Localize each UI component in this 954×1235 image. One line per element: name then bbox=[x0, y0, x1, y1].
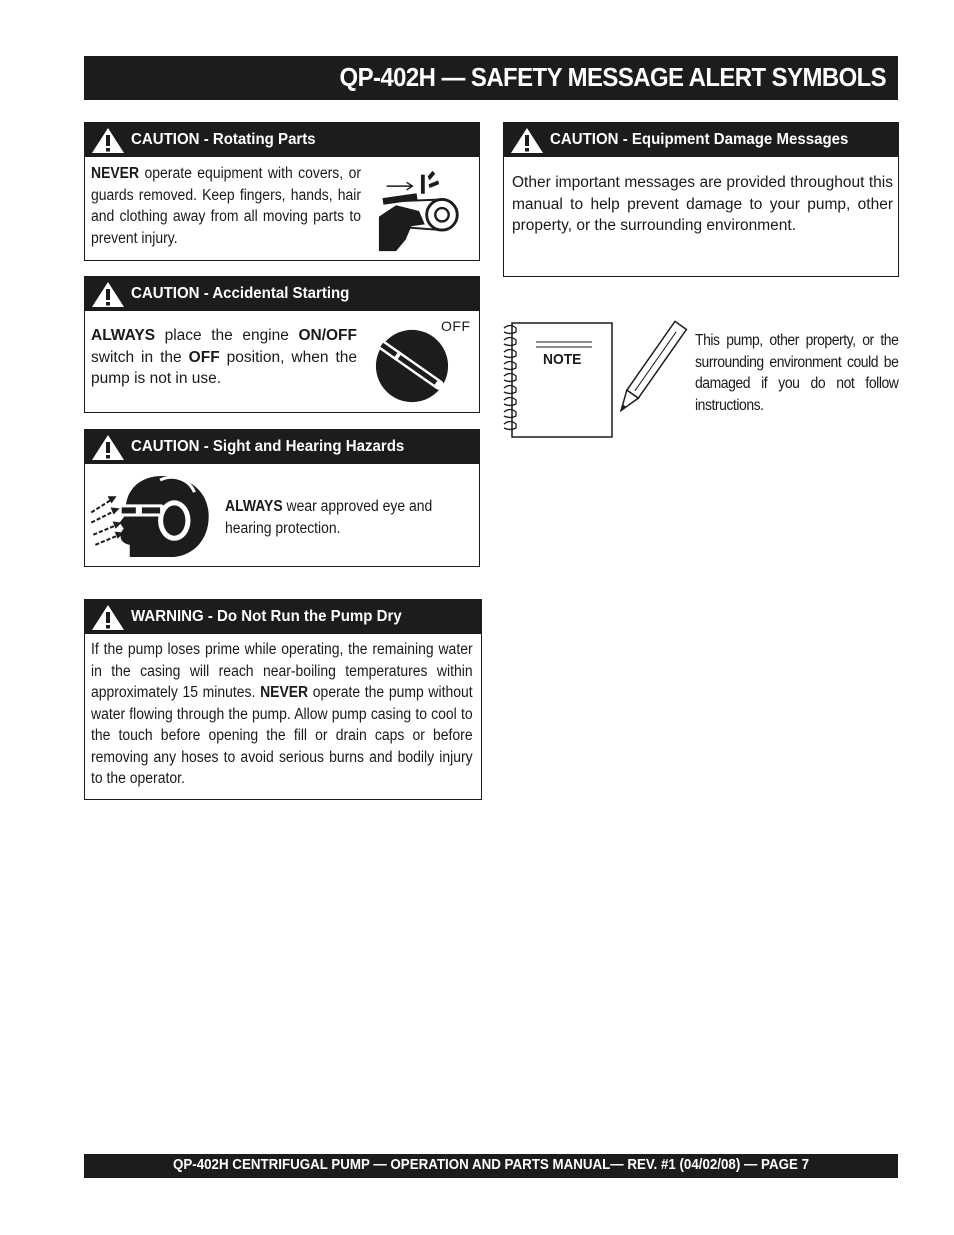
warning-pump-dry-box bbox=[84, 599, 482, 800]
page-title: QP-402H — SAFETY MESSAGE ALERT SYMBOLS bbox=[339, 62, 886, 92]
caution-equipment-damage-box bbox=[503, 122, 899, 277]
box-header bbox=[85, 123, 479, 157]
caution-sight-hearing-box bbox=[84, 429, 480, 567]
eye-ear-protection-icon bbox=[89, 474, 211, 560]
warning-triangle-icon bbox=[91, 434, 125, 461]
box-body-text bbox=[225, 496, 468, 539]
box-body-text bbox=[91, 163, 361, 249]
caution-rotating-parts-box bbox=[84, 122, 480, 261]
ignition-switch-off-icon bbox=[373, 327, 451, 405]
body-text: position, when the pump is not in use. bbox=[91, 348, 357, 387]
emphasis-always: ALWAYS bbox=[225, 498, 283, 515]
emphasis-always: ALWAYS bbox=[91, 327, 156, 344]
box-body-text bbox=[91, 639, 473, 790]
equipment-damage-text: Other important messages are provided throughout this manual to help prevent damage to your pump, other property, or the surrounding environment. bbox=[512, 174, 893, 234]
box-header bbox=[85, 430, 479, 464]
body-text: If the pump loses prime while operating, the remaining water in the casing will reach near-boiling temperatures within approximately 15 minutes. bbox=[91, 641, 473, 701]
warning-triangle-icon bbox=[91, 604, 125, 631]
note-notebook-icon bbox=[500, 316, 690, 441]
rotating-parts-text: operate equipment with covers, or guards removed. Keep fingers, hands, hair and clothing away from all moving parts to prevent injury. bbox=[91, 165, 361, 247]
box-header bbox=[85, 277, 479, 311]
footer-text: QP-402H CENTRIFUGAL PUMP — OPERATION AND PARTS MANUAL— REV. #1 (04/02/08) — PAGE 7 bbox=[172, 1157, 810, 1173]
page-footer bbox=[84, 1154, 898, 1178]
box-header-text: CAUTION - Rotating Parts bbox=[131, 131, 316, 148]
warning-triangle-icon bbox=[91, 127, 125, 154]
page-title-bar bbox=[84, 56, 898, 100]
sight-hearing-text: wear approved eye and hearing protection. bbox=[225, 498, 433, 537]
rotating-parts-hazard-icon bbox=[377, 165, 463, 255]
box-header-text: CAUTION - Accidental Starting bbox=[131, 285, 350, 302]
warning-triangle-icon bbox=[510, 127, 544, 154]
box-header bbox=[85, 600, 481, 634]
switch-off-label: OFF bbox=[441, 318, 471, 334]
emphasis-never: NEVER bbox=[91, 165, 140, 182]
emphasis-off: OFF bbox=[188, 348, 220, 366]
emphasis-on-off: ON/OFF bbox=[298, 327, 357, 344]
box-body-text bbox=[91, 325, 357, 390]
note-label: NOTE bbox=[543, 351, 582, 368]
note-text: This pump, other property, or the surrounding environment could be damaged if you do not follow instructions. bbox=[695, 332, 899, 414]
body-text: switch in the bbox=[91, 348, 189, 366]
box-header-text: CAUTION - Equipment Damage Messages bbox=[550, 131, 849, 148]
body-text: place the engine bbox=[155, 327, 299, 344]
body-text: operate the pump without water flowing through the pump. Allow pump casing to cool to the touch before opening the fill or drain caps or before removing any hoses to avoid serious burns and bodily injury to the operator. bbox=[91, 684, 473, 787]
caution-accidental-starting-box bbox=[84, 276, 480, 413]
box-header-text: CAUTION - Sight and Hearing Hazards bbox=[131, 438, 405, 455]
warning-triangle-icon bbox=[91, 281, 125, 308]
box-header bbox=[504, 123, 898, 157]
box-header-text: WARNING - Do Not Run the Pump Dry bbox=[131, 608, 402, 625]
box-body-text bbox=[512, 172, 893, 237]
emphasis-never: NEVER bbox=[260, 684, 309, 701]
